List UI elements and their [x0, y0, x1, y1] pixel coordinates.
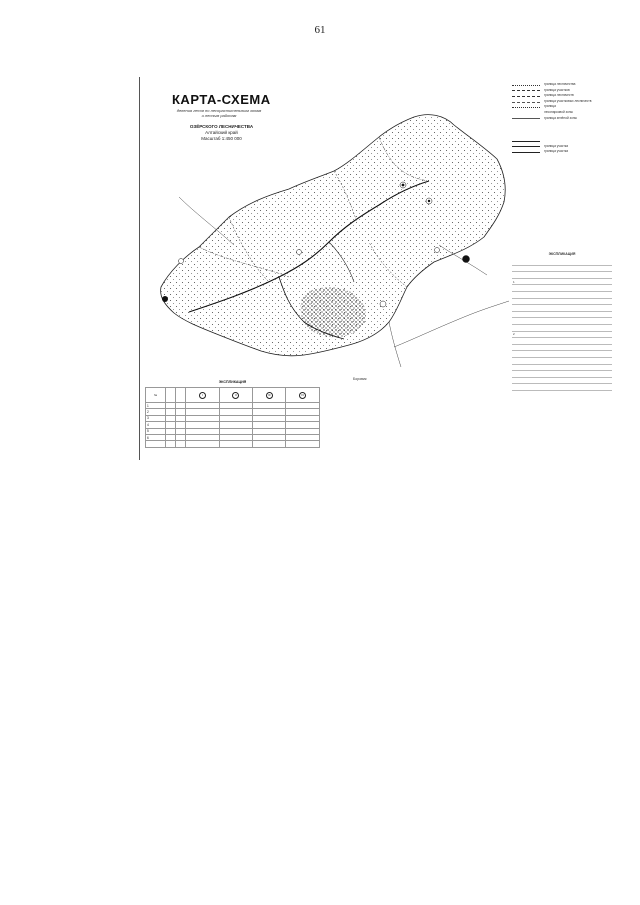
explication-cell-name: [550, 298, 571, 305]
table-row: [512, 384, 612, 391]
table-row: [512, 291, 612, 298]
legend-symbol: [512, 94, 540, 98]
explication-cell-value: [591, 377, 612, 384]
table-row: [512, 298, 612, 305]
explication-cell-sub: [571, 318, 592, 325]
explication-cell-num: [512, 291, 550, 298]
zone-circle-icon: I: [199, 392, 206, 399]
total-sum: [176, 441, 186, 447]
table-row: [512, 265, 612, 272]
explication-cell-sub: [571, 291, 592, 298]
legend-symbol: [512, 88, 540, 92]
explication-cell-sub: [571, 298, 592, 305]
table-row: [512, 371, 612, 378]
table-header-cell: [186, 388, 219, 403]
explication-cell-sub: [571, 384, 592, 391]
explication-cell-sub: [571, 305, 592, 312]
legend-label: граница участковых лесничеств: [544, 98, 592, 103]
explication-cell-num: [512, 272, 550, 279]
explication-cell-sub: [571, 331, 592, 338]
table-row: [512, 377, 612, 384]
table-row: [512, 331, 612, 338]
table-row: [512, 357, 612, 364]
table-row: [512, 272, 612, 279]
explication-cell-value: [591, 324, 612, 331]
site-marker: [162, 296, 168, 302]
explication-cell-value: [591, 331, 612, 338]
legend-label: граница участка: [544, 149, 569, 154]
table-cell-num: 6: [146, 434, 166, 440]
table-cell-num: 2: [146, 409, 166, 415]
zone-circle-icon: IV: [299, 392, 306, 399]
explication-cell-name: [550, 265, 571, 272]
explication-cell-value: [591, 298, 612, 305]
legend-symbol: [512, 105, 540, 109]
legend-row: [512, 149, 612, 155]
road-line: [394, 301, 509, 347]
explication-cell-name: [550, 291, 571, 298]
explication-cell-num: [512, 298, 550, 305]
total-z4: [286, 441, 320, 447]
legend: [512, 82, 612, 155]
explication-cell-sub: [571, 285, 592, 292]
explication-cell-value: [591, 344, 612, 351]
explication-cell-sub: [571, 377, 592, 384]
table-cell-num: 4: [146, 422, 166, 428]
legend-symbol: [512, 139, 540, 143]
legend-symbol: [512, 116, 540, 120]
legend-symbol: [512, 150, 540, 154]
explication-cell-num: [512, 344, 550, 351]
explication-cell-value: [591, 384, 612, 391]
explication-cell-sub: [571, 272, 592, 279]
table-cell-num: 5: [146, 428, 166, 434]
table-cell-num: 1: [146, 403, 166, 409]
explication-cell-num: [512, 364, 550, 371]
explication-cell-sub: [571, 364, 592, 371]
explication-cell-sub: [571, 338, 592, 345]
explication-cell-num: 2: [512, 331, 550, 338]
table-row: [512, 278, 612, 285]
explication-cell-num: [512, 324, 550, 331]
explication-cell-name: [550, 324, 571, 331]
road-line: [389, 322, 401, 367]
explication-cell-sub: [571, 265, 592, 272]
table-row: [512, 351, 612, 358]
explication-grid: [512, 259, 612, 391]
explication-cell-name: [550, 377, 571, 384]
explication-cell-name: [550, 272, 571, 279]
explication-table: [512, 252, 612, 399]
explication-cell-value: [591, 291, 612, 298]
explication-cell-name: [550, 338, 571, 345]
explication-cell-sub: [571, 311, 592, 318]
legend-symbol: [512, 111, 540, 115]
explication-cell-name: [550, 357, 571, 364]
legend-symbol: [512, 133, 540, 137]
legend-label: граница лесничеств: [544, 93, 574, 98]
zone-circle-icon: III: [266, 392, 273, 399]
explication-cell-sub: [571, 278, 592, 285]
forestry-region: Алтайский край: [205, 130, 238, 135]
table-row: [512, 305, 612, 312]
legend-label: граница: [544, 104, 556, 109]
table-total-row: [146, 441, 320, 447]
table-header-cell: [219, 388, 252, 403]
map-title: КАРТА-СХЕМА: [172, 92, 271, 107]
zone-circle-icon: II: [232, 392, 239, 399]
explication-cell-sub: [571, 324, 592, 331]
explication-cell-name: [550, 278, 571, 285]
map-place-label: Боровик: [353, 377, 367, 381]
explication-cell-name: [550, 305, 571, 312]
explication-cell-num: [512, 351, 550, 358]
explication-cell-name: [550, 351, 571, 358]
explication-cell-value: [591, 305, 612, 312]
explication-cell-value: [591, 338, 612, 345]
bottom-explication-grid: [145, 387, 320, 448]
explication-cell-value: [591, 285, 612, 292]
explication-cell-sub: [571, 371, 592, 378]
explication-cell-value: [591, 265, 612, 272]
explication-cell-num: [512, 384, 550, 391]
forestry-name: ОЗЁРСКОГО ЛЕСНИЧЕСТВА: [189, 124, 254, 129]
legend-symbol: [512, 83, 540, 87]
map-subtitle-line: деления лесов по лесорастительным зонам: [176, 108, 262, 113]
table-row: [512, 344, 612, 351]
explication-cell-value: [591, 364, 612, 371]
explication-cell-num: [512, 318, 550, 325]
bottom-explication-title: ЭКСПЛИКАЦИЯ: [218, 380, 247, 384]
site-marker: [463, 256, 470, 263]
total-z2: [219, 441, 252, 447]
explication-cell-num: [512, 371, 550, 378]
explication-cell-num: [512, 311, 550, 318]
explication-cell-sub: [571, 357, 592, 364]
explication-cell-name: [550, 384, 571, 391]
explication-cell-value: [591, 351, 612, 358]
explication-cell-name: [550, 311, 571, 318]
table-header-cell: №: [146, 388, 166, 403]
explication-cell-value: [591, 371, 612, 378]
table-header-cell: [253, 388, 286, 403]
explication-cell-num: [512, 305, 550, 312]
explication-cell-value: [591, 272, 612, 279]
explication-cell-sub: [571, 344, 592, 351]
explication-cell-num: [512, 285, 550, 292]
legend-symbol: [512, 128, 540, 132]
explication-cell-name: [550, 364, 571, 371]
explication-cell-num: 1: [512, 278, 550, 285]
table-row: [512, 318, 612, 325]
explication-cell-sub: [571, 351, 592, 358]
table-header-cell: [176, 388, 186, 403]
forestry-scale: Масштаб 1:450 000: [201, 136, 242, 141]
legend-label: граница зелёной зоны: [544, 115, 577, 120]
explication-cell-num: [512, 265, 550, 272]
table-row: [512, 338, 612, 345]
explication-cell-value: [591, 278, 612, 285]
page-number: 61: [314, 24, 326, 36]
legend-symbol: [512, 144, 540, 148]
legend-symbol: [512, 122, 540, 126]
total-z3: [253, 441, 286, 447]
legend-symbol: [512, 100, 540, 104]
explication-cell-name: [550, 344, 571, 351]
table-row: [512, 364, 612, 371]
explication-cell-name: [550, 331, 571, 338]
explication-title: ЭКСПЛИКАЦИЯ: [548, 252, 576, 256]
table-cell-num: 3: [146, 415, 166, 421]
total-label: [146, 441, 166, 447]
explication-cell-name: [550, 285, 571, 292]
bottom-explication: [145, 380, 320, 448]
site-marker: [426, 198, 432, 204]
explication-cell-name: [550, 371, 571, 378]
map-area: [139, 77, 510, 387]
total-label-name: [166, 441, 176, 447]
explication-cell-name: [550, 318, 571, 325]
map-subtitle-line: и лесным районам: [201, 113, 237, 118]
site-marker: [435, 248, 440, 253]
explication-cell-num: [512, 377, 550, 384]
legend-label: лесопарковой зоны: [544, 109, 573, 114]
table-header-row: [146, 388, 320, 403]
total-z1: [186, 441, 219, 447]
table-header-cell: [286, 388, 320, 403]
legend-label: граница участков: [544, 87, 570, 92]
site-marker: [297, 250, 302, 255]
legend-label: граница лесничества: [544, 82, 576, 86]
site-marker: [380, 301, 386, 307]
legend-label: граница участка: [544, 143, 569, 148]
table-row: [512, 311, 612, 318]
site-marker: [400, 182, 406, 188]
explication-cell-value: [591, 311, 612, 318]
explication-cell-num: [512, 357, 550, 364]
table-header-cell: [166, 388, 176, 403]
explication-cell-num: [512, 338, 550, 345]
table-row: [512, 324, 612, 331]
table-row: [512, 285, 612, 292]
site-marker: [179, 259, 184, 264]
explication-cell-value: [591, 318, 612, 325]
explication-cell-value: [591, 357, 612, 364]
